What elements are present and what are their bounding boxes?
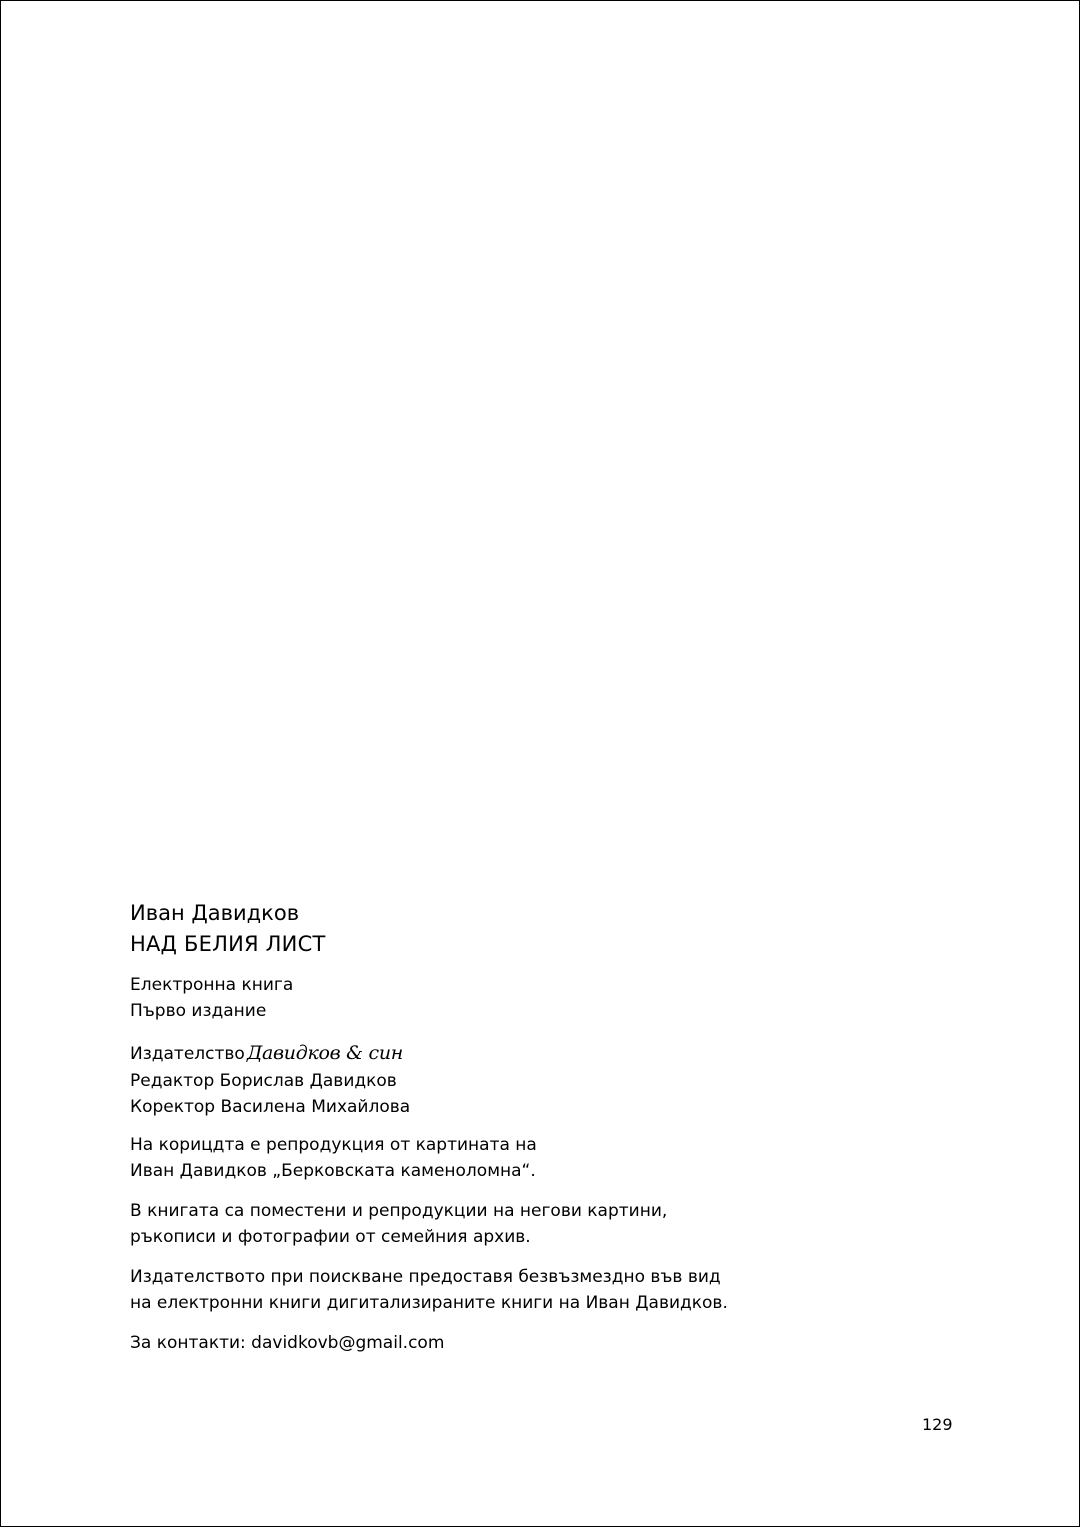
contact-info [130, 1330, 890, 1356]
proofreader-credit: Коректор Василена Михайлова [130, 1097, 411, 1117]
edition-number: Първо издание [130, 1001, 267, 1021]
cover-note [130, 1132, 890, 1184]
cover-note-line-2: Иван Давидков „Берковската каменоломна“. [130, 1161, 536, 1181]
book-author: Иван Давидков [130, 901, 300, 925]
editor-credit: Редактор Борислав Давидков [130, 1071, 397, 1091]
publisher-line [130, 1038, 890, 1068]
contents-note [130, 1198, 890, 1250]
contents-note-line-2: ръкописи и фотографии от семейния архив. [130, 1227, 531, 1247]
book-title: НАД БЕЛИЯ ЛИСТ [130, 932, 326, 956]
offer-line-1: Издателството при поискване предоставя безвъзмездно във вид [130, 1267, 721, 1287]
publisher-label: Издателство [130, 1044, 245, 1064]
edition-format: Електронна книга [130, 975, 294, 995]
publisher-logo: Давидков & син [246, 1042, 403, 1064]
edition-info [130, 972, 890, 1024]
cover-note-line-1: На корицдта е репродукция от картината на [130, 1135, 537, 1155]
publisher-offer [130, 1264, 890, 1316]
colophon [130, 898, 890, 1356]
contact-line: За контакти: davidkovb@gmail.com [130, 1333, 445, 1353]
publisher-info [130, 1038, 890, 1120]
contents-note-line-1: В книгата са поместени и репродукции на негови картини, [130, 1201, 668, 1221]
page-number: 129 [922, 1415, 953, 1434]
offer-line-2: на електронни книги дигитализираните книги на Иван Давидков. [130, 1293, 728, 1313]
